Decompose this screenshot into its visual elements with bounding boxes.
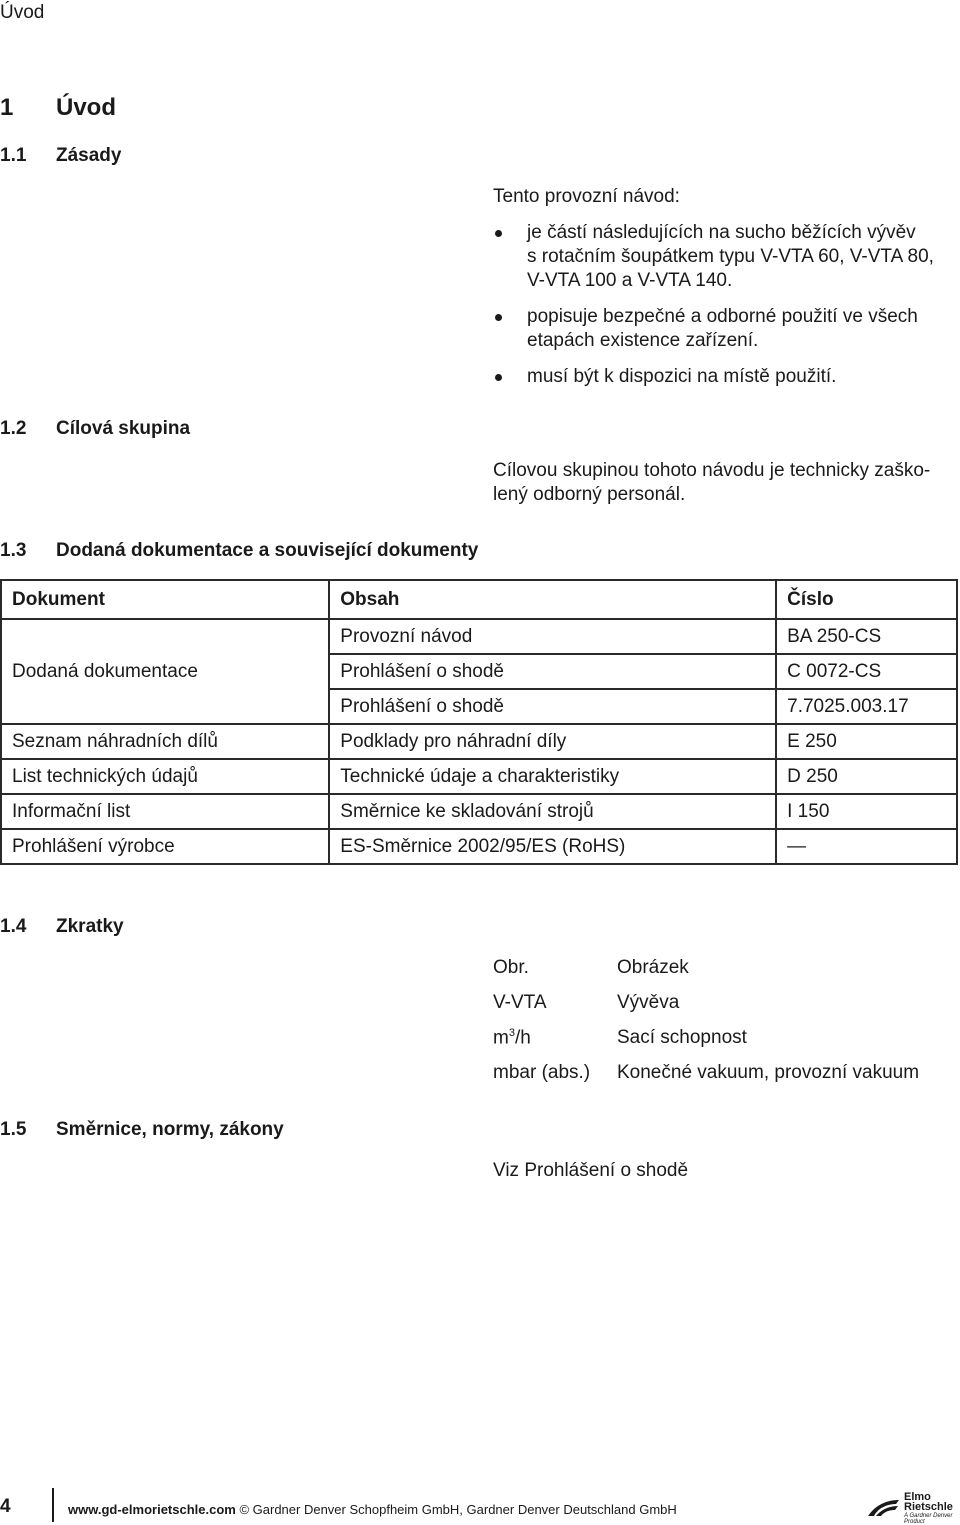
section-title: Zásady [56, 145, 122, 166]
table-row [1, 724, 957, 759]
bullet-dot-icon [495, 230, 502, 237]
section-1-3-heading [0, 540, 478, 562]
section-number: 1.5 [0, 1119, 27, 1140]
abbreviation-term: mbar (abs.) [493, 1062, 591, 1083]
running-header: Úvod [0, 2, 45, 23]
abbreviation-meaning: Vývěva [617, 992, 680, 1013]
column-header-content: Obsah [329, 580, 776, 619]
section-1-4-heading [0, 916, 124, 938]
bullet-dot-icon [495, 314, 502, 321]
section-1-1-intro: Tento provozní návod: [493, 186, 680, 207]
column-header-document: Dokument [1, 580, 329, 619]
number-cell: 7.7025.003.17 [776, 689, 957, 724]
section-1-5-heading [0, 1119, 284, 1141]
abbreviation-meaning: Sací schopnost [617, 1027, 747, 1048]
content-cell: Podklady pro náhradní díly [329, 724, 776, 759]
section-number: 1.1 [0, 145, 27, 166]
abbreviation-term: $m^3/h$ [493, 1027, 531, 1049]
footer-text [68, 1502, 677, 1517]
section-1-2-heading [0, 418, 190, 440]
bullet-item: musí být k dispozici na místě použití. [493, 365, 953, 389]
logo-text-elmo: Elmo [904, 1491, 931, 1503]
content-cell: Prohlášení o shodě [329, 654, 776, 689]
number-cell: I 150 [776, 794, 957, 829]
logo-text-rietschle: Rietschle [904, 1501, 953, 1513]
bullet-dot-icon [495, 374, 502, 381]
content-cell: Směrnice ke skladování strojů [329, 794, 776, 829]
group-label-cell: Dodaná dokumentace [1, 619, 329, 724]
number-cell: BA 250-CS [776, 619, 957, 654]
document-cell: Prohlášení výrobce [1, 829, 329, 864]
abbreviation-meaning: Konečné vakuum, provozní vakuum [617, 1062, 920, 1083]
table-row [1, 619, 957, 654]
footer-divider [52, 1488, 54, 1522]
documentation-table [0, 579, 958, 865]
document-cell: List technických údajů [1, 759, 329, 794]
section-title: Cílová skupina [56, 418, 191, 439]
content-cell: Technické údaje a charakteristiky [329, 759, 776, 794]
number-cell: D 250 [776, 759, 957, 794]
number-cell: E 250 [776, 724, 957, 759]
footer-copyright: © Gardner Denver Schopfheim GmbH, Gardner Denver Deutschland GmbH [239, 1502, 677, 1517]
chapter-heading [0, 94, 116, 122]
page-footer [0, 1488, 960, 1525]
table-header-row [1, 580, 957, 619]
abbreviation-term: V-VTA [493, 992, 547, 1013]
section-number: 1.3 [0, 540, 27, 561]
content-cell: ES-Směrnice 2002/95/ES (RoHS) [329, 829, 776, 864]
table-row [1, 829, 957, 864]
section-1-5-text: Viz Prohlášení o shodě [493, 1160, 689, 1181]
abbreviation-meaning: Obrázek [617, 957, 689, 978]
table-row [1, 794, 957, 829]
column-header-number: Číslo [776, 580, 957, 619]
number-cell: — [776, 829, 957, 864]
abbreviation-term: Obr. [493, 957, 529, 978]
logo-swoosh-icon [866, 1498, 900, 1518]
section-number: 1.2 [0, 418, 27, 439]
section-title: Zkratky [56, 916, 124, 937]
content-cell: Prohlášení o shodě [329, 689, 776, 724]
section-1-2-text: Cílovou skupinou tohoto návodu je technicky zaško- lený odborný personál. [493, 460, 931, 505]
section-title: Směrnice, normy, zákony [56, 1119, 284, 1140]
section-title: Dodaná dokumentace a související dokumenty [56, 540, 479, 561]
bullet-item: je částí následujících na sucho běžících vývěv s rotačním šoupátkem typu V-VTA 60, V-VTA 80, V-VTA 100 a V-VTA 140. [493, 221, 953, 293]
page-number: 4 [0, 1496, 11, 1517]
chapter-title: Úvod [56, 94, 116, 121]
chapter-number: 1 [0, 94, 14, 121]
section-1-1-heading [0, 145, 121, 167]
logo-tagline: A Gardner Denver Product [904, 1513, 953, 1525]
table-row [1, 759, 957, 794]
bullet-item: popisuje bezpečné a odborné použití ve všech etapách existence zařízení. [493, 305, 953, 353]
section-1-1-bullets [493, 221, 953, 401]
content-cell: Provozní návod [329, 619, 776, 654]
section-number: 1.4 [0, 916, 27, 937]
footer-url[interactable]: www.gd-elmorietschle.com [68, 1502, 236, 1517]
number-cell: C 0072-CS [776, 654, 957, 689]
elmo-rietschle-logo [866, 1491, 960, 1525]
document-cell: Seznam náhradních dílů [1, 724, 329, 759]
document-cell: Informační list [1, 794, 329, 829]
